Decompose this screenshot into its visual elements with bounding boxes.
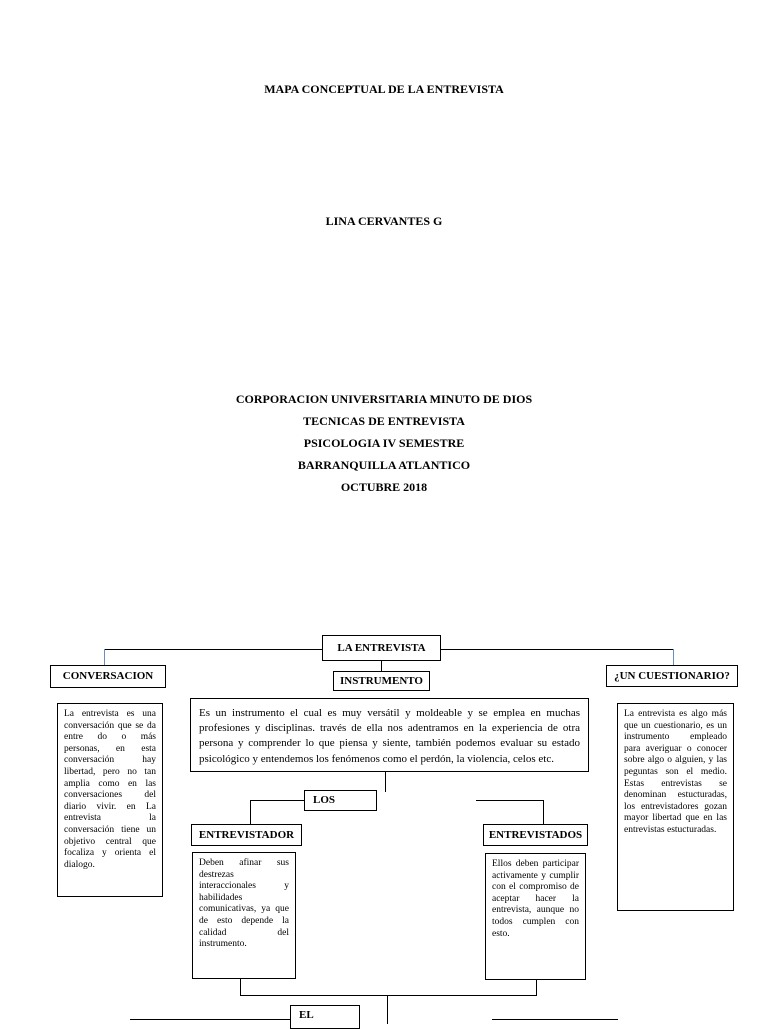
course-name: TECNICAS DE ENTREVISTA [303, 414, 465, 428]
node-instrumento-text: Es un instrumento el cual es muy versátil y moldeable y se emplea en muchas profesiones y disciplinas. través de ella nos adentramos en la experiencia de otra persona y comprender lo que piensa y siente, también podemos evaluar su estado psicológico y entendemos los fenómenos como el perdón, la violencia, celos etc. [190, 698, 589, 772]
document-date: OCTUBRE 2018 [340, 480, 428, 494]
node-cuestionario-label: ¿UN CUESTIONARIO? [606, 665, 738, 687]
node-entrevistador-label: ENTREVISTADOR [191, 824, 302, 846]
node-entrevistados-text: Ellos deben participar activamente y cumplir con el compromiso de aceptar hacer la entrevista, aunque no todos cumplen con esto. [485, 853, 586, 980]
connector-bottom-horizontal [240, 995, 537, 996]
author-name: LINA CERVANTES G [325, 214, 443, 228]
node-entrevistador-text: Deben afinar sus destrezas interaccionales y habilidades comunicativas, ya que de esto depende la calidad del instrumento. [192, 852, 296, 979]
node-conversacion-text: La entrevista es una conversación que se da entre do o más personas, en esta conversación hay libertad, pero no tan amplia como en las conversaciones del diario vivir. en La entrevista la conversación tiene un objetivo central que focaliza y orienta el dialogo. [57, 703, 163, 897]
document-title: MAPA CONCEPTUAL DE LA ENTREVISTA [264, 82, 504, 96]
program-name: PSICOLOGIA IV SEMESTRE [303, 436, 465, 450]
node-el: EL [290, 1005, 360, 1029]
connector-from-entrevistados [536, 980, 537, 995]
connector-to-entrevistados [543, 800, 544, 824]
connector-to-cuestionario [673, 649, 674, 665]
node-instrumento-label: INSTRUMENTO [333, 671, 430, 691]
connector-el-left [130, 1019, 290, 1020]
connector-to-el [387, 995, 388, 1024]
connector-to-conversacion [104, 649, 105, 665]
connector-los-right [476, 800, 544, 801]
city-name: BARRANQUILLA ATLANTICO [297, 458, 471, 472]
node-conversacion-label: CONVERSACION [50, 665, 166, 688]
node-los: LOS [304, 790, 377, 811]
connector-from-entrevistador [240, 979, 241, 995]
institution-name: CORPORACION UNIVERSITARIA MINUTO DE DIOS [235, 392, 533, 406]
connector-el-right [492, 1019, 618, 1020]
node-cuestionario-text: La entrevista es algo más que un cuestionario, es un instrumento empleado para averiguar o conocer sobre algo o alguien, y las peguntas son el medio. Estas entrevistas se denominan estucturadas, los entrevistadores gozan mayor libertad que en las entrevistas estucturadas. [617, 703, 734, 911]
connector-to-entrevistador [250, 800, 251, 824]
connector-to-los [385, 772, 386, 792]
node-entrevistados-label: ENTREVISTADOS [483, 824, 588, 846]
node-la-entrevista: LA ENTREVISTA [322, 635, 441, 661]
connector-los-left [250, 800, 304, 801]
